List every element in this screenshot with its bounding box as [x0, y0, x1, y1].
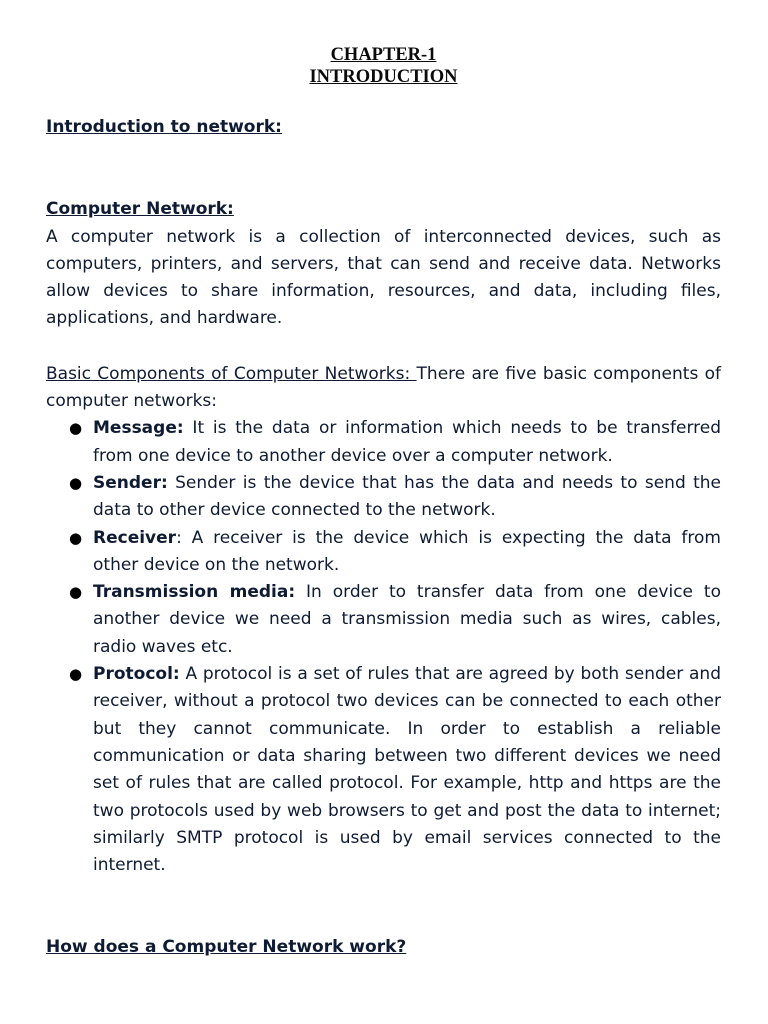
- list-item-message: [69, 415, 721, 470]
- bullet-icon: ●: [69, 528, 83, 547]
- list-item-sender: [69, 470, 721, 525]
- term-label: Message:: [93, 418, 184, 439]
- list-item-protocol: [69, 661, 721, 879]
- computer-network-heading: Computer Network:: [46, 199, 234, 220]
- bullet-icon: ●: [69, 419, 83, 438]
- computer-network-body: A computer network is a collection of interconnected devices, such as computers, printers, and servers, that can send and receive data. Networks allow devices to share information, resources, and data, including files, applications, and hardware.: [46, 226, 721, 329]
- term-description: In order to transfer data from one device to another device we need a transmission media such as wires, cables, radio waves etc.: [93, 582, 721, 657]
- term-description: : A receiver is the device which is expecting the data from other device on the network.: [93, 527, 721, 575]
- chapter-title: INTRODUCTION: [309, 67, 458, 87]
- list-item-transmission-media: [69, 579, 721, 661]
- term-label: Protocol:: [93, 664, 180, 685]
- term-description: Sender is the device that has the data and needs to send the data to other device connected to the network.: [93, 472, 721, 521]
- list-item-receiver: [69, 525, 721, 580]
- bullet-icon: ●: [69, 473, 83, 492]
- bullet-icon: ●: [69, 665, 83, 684]
- chapter-heading: [46, 44, 721, 88]
- components-list: [46, 415, 721, 879]
- intro-heading: Introduction to network:: [46, 117, 282, 137]
- document-page: [46, 44, 721, 962]
- components-paragraph: [46, 361, 721, 416]
- components-heading: Basic Components of Computer Networks:: [46, 363, 417, 384]
- term-label: Transmission media:: [93, 582, 296, 603]
- chapter-number: CHAPTER-1: [330, 45, 437, 65]
- components-lead: There are five basic components of computer networks:: [46, 363, 721, 412]
- how-network-works-heading: How does a Computer Network work?: [46, 937, 407, 958]
- term-label: Sender:: [93, 472, 168, 493]
- term-label: Receiver: [93, 527, 177, 548]
- term-description: It is the data or information which needs to be transferred from one device to another device over a computer network.: [93, 418, 721, 466]
- bullet-icon: ●: [69, 583, 83, 602]
- term-description: A protocol is a set of rules that are agreed by both sender and receiver, without a protocol two devices can be connected to each other but they cannot communicate. In order to establish a reliable communication or data sharing between two different devices we need set of rules that are called protocol. For example, http and https are the two protocols used by web browsers to get and post the data to internet; similarly SMTP protocol is used by email services connected to the internet.: [93, 664, 721, 876]
